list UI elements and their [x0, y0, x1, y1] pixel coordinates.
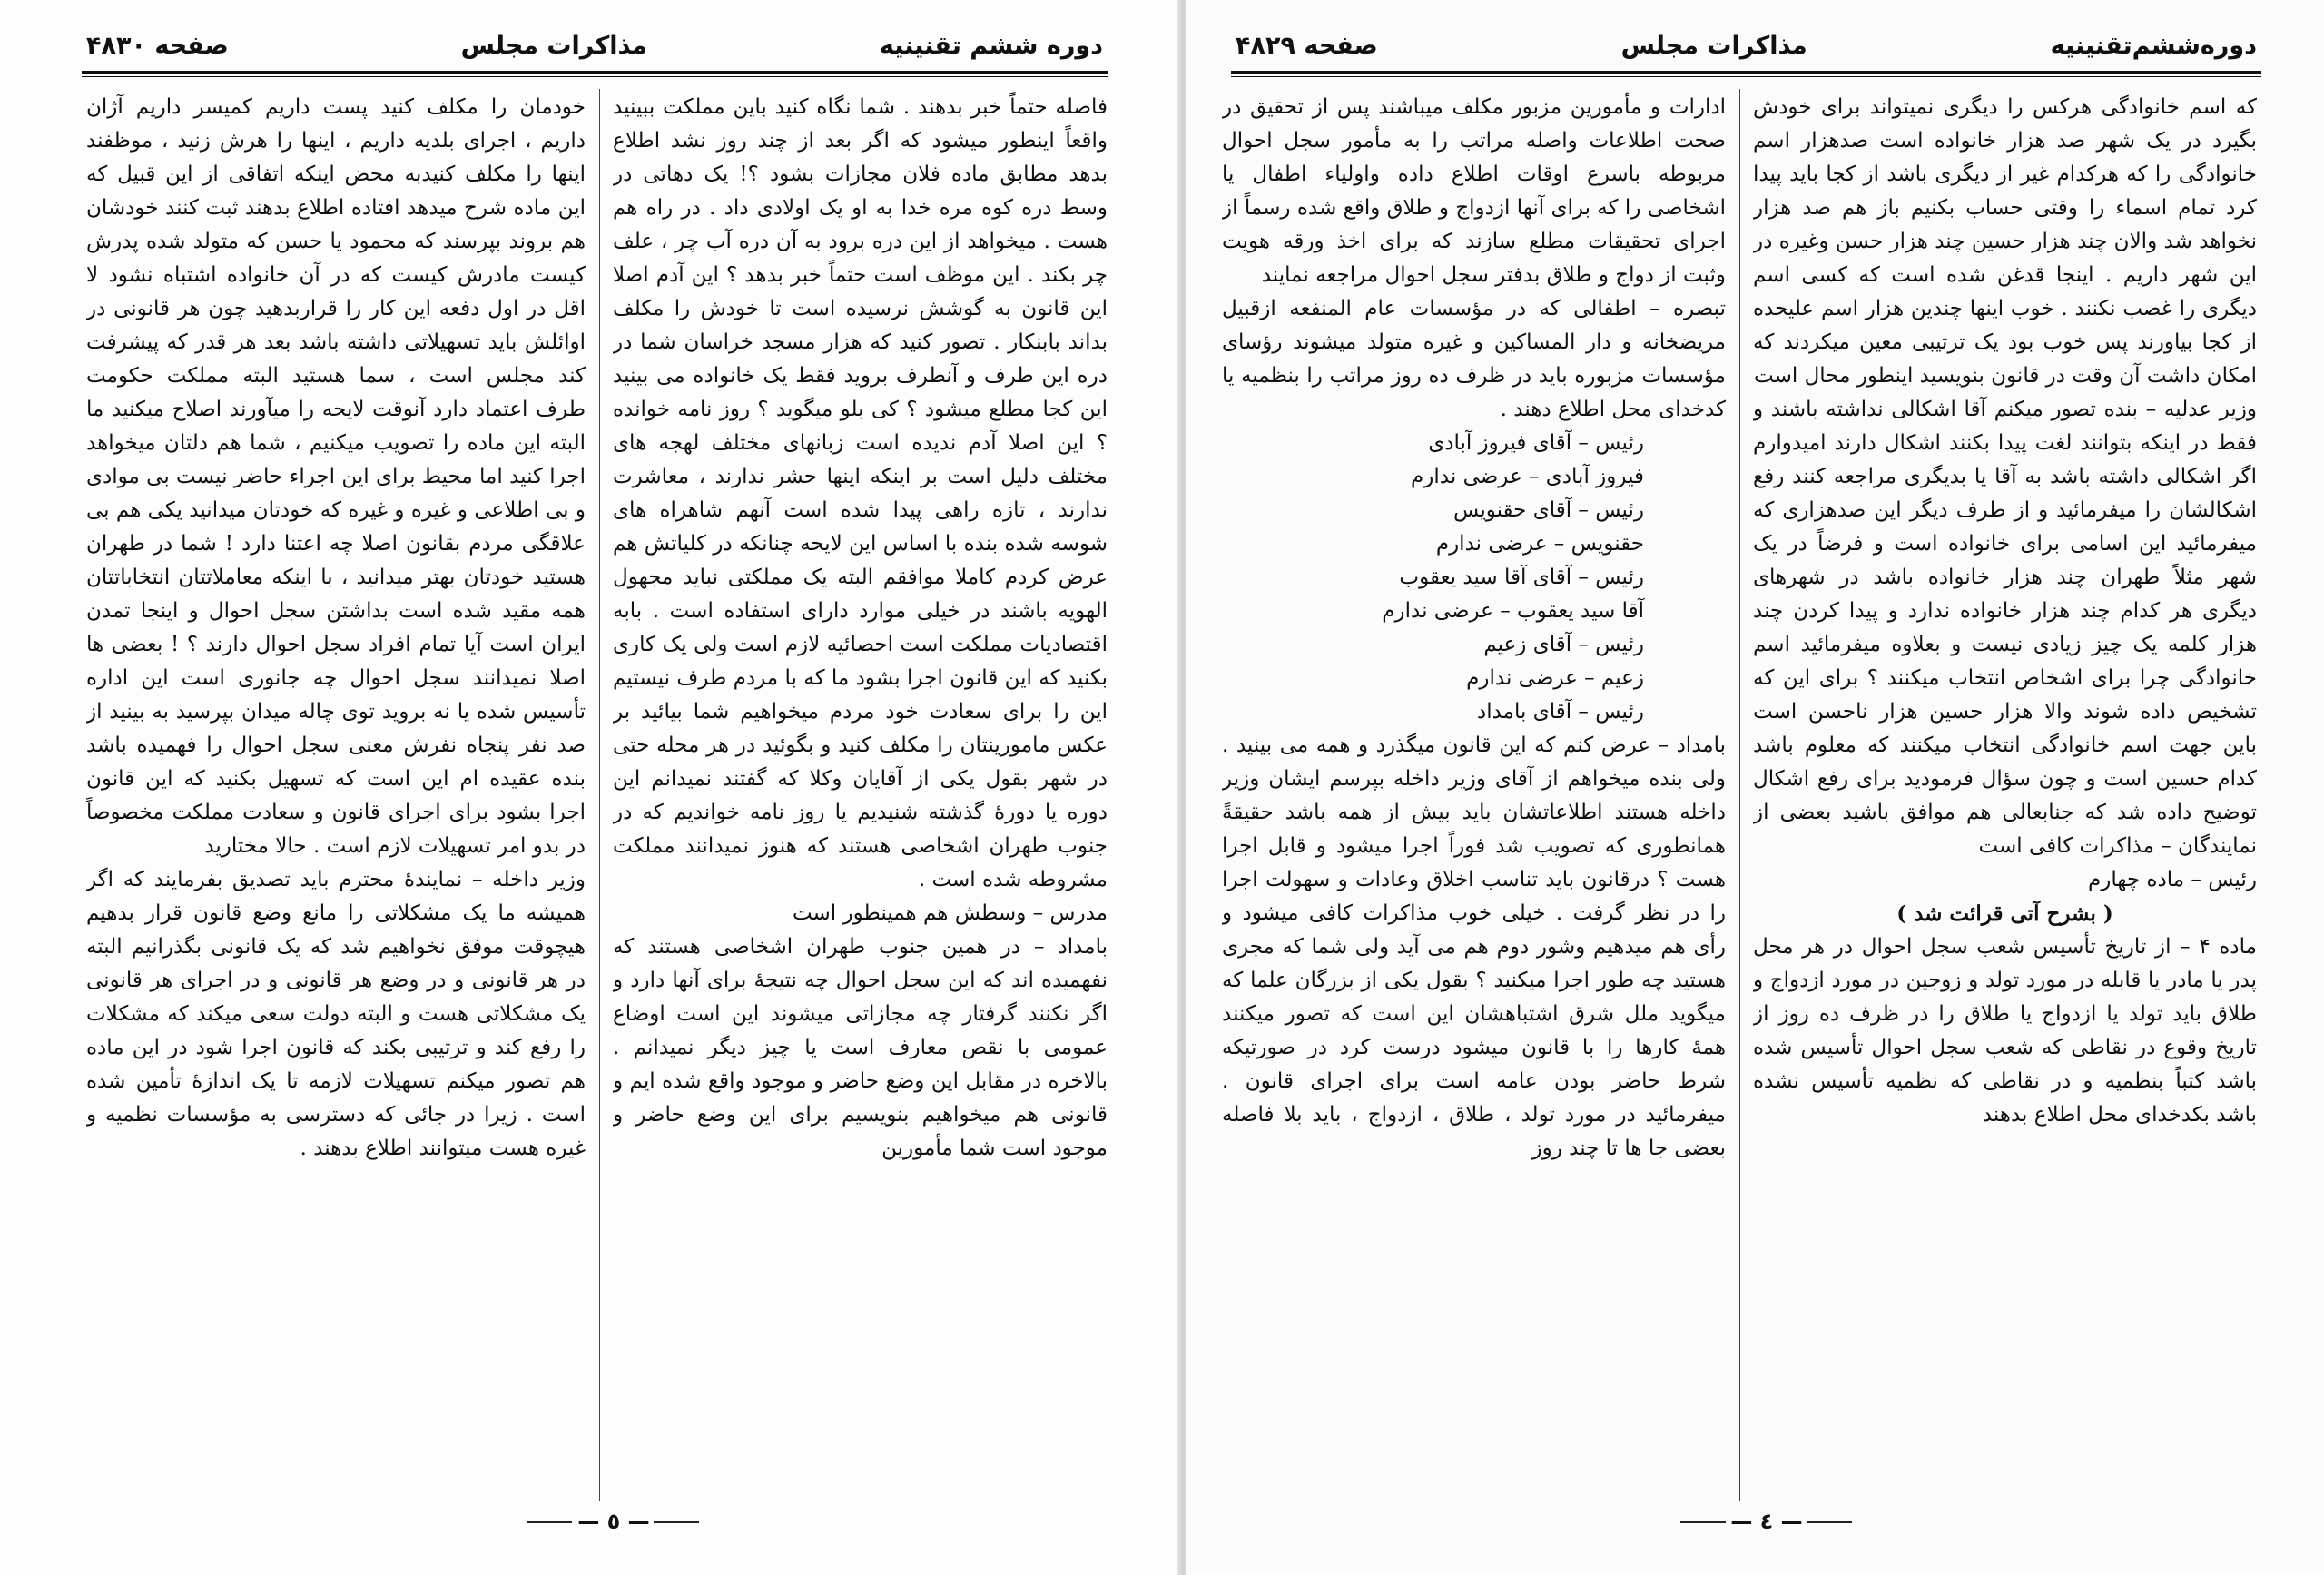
- text-column-left: [1222, 91, 1726, 1507]
- page-title: مذاکرات مجلس: [460, 31, 647, 60]
- paragraph: وزیر داخله – نمایندهٔ محترم باید تصدیق بفرمایند که اگر همیشه ما یک مشکلاتی را مانع وضع قانون قرار بدهیم هیچوقت موفق نخواهیم شد که یک قانونی بگذرانیم البته در هر قانونی و در وضع هر قانونی و در اجرای هر قانونی یک مشکلاتی هست و البته دولت سعی میکند که مشکلات را رفع کند و ترتیبی بکند که قانون اجرا شود در این ماده هم تصور میکنم تسهیلات لازمه تا یک اندازهٔ تأمین شده است . زیرا در جائی که دسترسی به مؤسسات نظمیه و غیره هست میتوانند اطلاع بدهند .: [86, 868, 586, 1160]
- header-rule-thin: [82, 76, 1108, 77]
- speaker-line: حقنویس – عرضی ندارم: [1435, 532, 1644, 556]
- paragraph: مدرس – وسطش هم همینطور است: [792, 901, 1108, 925]
- speaker-line: رئیس – آقای حقنویس: [1453, 498, 1644, 522]
- section-heading: رئیس – ماده چهارم: [2088, 868, 2257, 891]
- column-divider: [1739, 89, 1740, 1501]
- footer-rule-right: [654, 1521, 699, 1523]
- paragraph: فاصله حتماً خبر بدهند . شما نگاه کنید باین مملکت ببینید واقعاً اینطور میشود که اگر بعد از چند روز نشد اطلاع بدهد مطابق ماده فلان مجازات بشود ؟! یک دهاتی در وسط دره کوه مره خدا به او یک اولادی داد . در راه هم هست . میخواهد از این دره برود به آن دره آب چر ، علف چر بکند . این موظف است حتماً خبر بدهد ؟ این آدم اصلا این قانون به گوشش نرسیده است تا خودش را مکلف بداند بابنکار . تصور کنید که هزار مسجد خراسان شما در دره این طرف و آنطرف بروید فقط یک خانواده می بینید این کجا مطلع میشود ؟ کی بلو میگوید ؟ روز نامه خوانده ؟ این اصلا آدم ندیده است زبانهای مختلف لهجه های مختلف دلیل است بر اینکه اینها حشر ندارند ، معاشرت ندارند ، تازه راهی پیدا شده است آنهم شاهراه های شوسه شده بنده با اساس این لایحه چنانکه در کلیاتش هم عرض کردم کاملا موافقم البته یک مملکتی نباید مجهول الهویه باشند در خیلی موارد دارای استفاده است . بابه اقتصادیات مملکت است احصائیه لازم است ولی یک کاری بکنید که این قانون اجرا بشود ما که با مردم طرف نیستیم این را برای سعادت خود مردم میخواهیم شما بیائید بر عکس مامورینتان را مکلف کنید و بگوئید در هر محله حتی در شهر بقول یکی از آقایان وکلا که گفتند نمیدانم این دوره یا دورهٔ گذشته شنیدیم یا روز نامه خواندیم که در جنوب طهران اشخاصی هستند که هنوز نمیدانند مملکت مشروطه شده است .: [613, 95, 1108, 891]
- header-rule: [1231, 71, 2261, 74]
- paragraph: ماده ۴ – از تاریخ تأسیس شعب سجل احوال در هر محل پدر یا مادر یا قابله در مورد تولد و زوجین در مورد ازدواج و طلاق باید تولد یا ازدواج یا طلاق را در ظرف ده روز از تاریخ وقوع در نقاطی که شعب سجل احوال تأسیس شده باشد کتباً بنظمیه و در نقاطی که نظمیه تأسیس نشده باشد بکدخدای محل اطلاع بدهند: [1753, 935, 2257, 1127]
- footer-rule-left: [527, 1521, 572, 1523]
- speaker-line: رئیس – آقای آقا سید یعقوب: [1399, 566, 1644, 589]
- paragraph: بامداد – در همین جنوب طهران اشخاصی هستند که نفهمیده اند که این سجل احوال چه نتیجهٔ برای آنها دارد و اگر نکنند گرفتار چه مجازاتی میشوند این است اوضاع عمومی با نقص معارف است یا چیز دیگر نمیدانم . بالاخره در مقابل این وضع حاضر و موجود واقع شده ایم و قانونی هم میخواهیم بنویسیم برای این وضع حاضر و موجود است شما مأمورین: [613, 935, 1108, 1160]
- header-rule: [82, 71, 1108, 74]
- speaker-line: زعیم – عرضی ندارم: [1466, 666, 1644, 690]
- series-label: دوره ششم تقنینیه: [879, 31, 1103, 60]
- page-right: [1186, 0, 2324, 1575]
- text-column-left: [86, 91, 586, 1507]
- page-number-label: صفحه ۴۸۲۹: [1236, 31, 1378, 60]
- page-number-label: صفحه ۴۸۳۰: [86, 31, 229, 60]
- text-column-right: [613, 91, 1108, 1507]
- text-column-right: [1753, 91, 2257, 1507]
- paragraph: بامداد – عرض کنم که این قانون میگذرد و همه می بینید . ولی بنده میخواهم از آقای وزیر داخله بپرسم ایشان وزیر داخله هستند اطلاعاتشان باید بیش از همه باشد حقیقةً همانطوری که تصویب شد فوراً اجرا میشود و قابل اجرا هست ؟ درقانون باید تناسب اخلاق وعادات و سهولت اجرا را در نظر گرفت . خیلی خوب مذاکرات کافی میشود و رأی هم میدهیم وشور دوم هم می آید ولی شما که مجری هستید چه طور اجرا میکنید ؟ بقول یکی از بزرگان علما که میگوید ملل شرق اشتباهشان این است که تصور میکنند همهٔ کارها را با قانون میشود درست کرد در صورتیکه شرط حاضر بودن عامه است برای اجرای قانون . میفرمائید در مورد تولد ، طلاق ، ازدواج ، باید بلا فاصله بعضی جا ها تا چند روز: [1222, 733, 1726, 1160]
- speaker-line: رئیس – آقای زعیم: [1483, 633, 1644, 656]
- page-title: مذاکرات مجلس: [1620, 31, 1807, 60]
- paragraph: که اسم خانوادگی هرکس را دیگری نمیتواند برای خودش بگیرد در یک شهر صد هزار خانواده است صدهزار اسم خانوادگی را که هرکدام غیر از دیگری باشد از کجا باید پیدا کرد تمام اسماء را وقتی حساب بکنیم باز هم صد هزار نخواهد شد والان چند هزار حسین چند هزار حسن وغیره در این شهر داریم . اینجا قدغن شده است که کسی اسم دیگری را غصب نکنند . خوب اینها چندین هزار اسم علیحده از کجا بیاورند پس خوب بود یک ترتیبی معین میکردند که امکان داشت آن وقت در قانون بنویسید اینطور محال است: [1753, 95, 2257, 388]
- page-header: [1236, 25, 2257, 65]
- series-label: دوره‌ششم‌تقنینیه: [2050, 31, 2257, 60]
- footer-rule-right: [1807, 1521, 1852, 1523]
- paragraph: تبصره – اطفالی که در مؤسسات عام المنفعه ازقبیل مریضخانه و دار المساکین و غیره متولد میشوند رؤسای مؤسسات مزبوره باید در ظرف ده روز مراتب را بنظمیه یا کدخدای محل اطلاع دهند .: [1222, 297, 1726, 421]
- footer-rule-left: [1680, 1521, 1726, 1523]
- header-rule-thin: [1231, 76, 2261, 77]
- speaker-line: رئیس – آقای فیروز آبادی: [1428, 431, 1644, 455]
- page-header: [86, 25, 1103, 65]
- page-footer: — ٤ —: [1730, 1509, 1803, 1534]
- speaker-line: رئیس – آقای بامداد: [1476, 700, 1644, 724]
- speaker-line: فیروز آبادی – عرضی ندارم: [1411, 465, 1644, 488]
- page-footer: — ٥ —: [577, 1509, 650, 1534]
- paragraph: ادارات و مأمورین مزبور مکلف میباشند پس از تحقیق در صحت اطلاعات واصله مراتب را به مأمور سجل احوال مربوطه باسرع اوقات اطلاع داده واولیاء اطفال یا اشخاصی را که برای آنها ازدواج و طلاق واقع شده رسماً از اجرای تحقیقات مطلع سازند که برای اخذ ورقه هویت وثبت از دواج و طلاق بدفتر سجل احوال مراجعه نمایند: [1222, 95, 1726, 287]
- speaker-line: آقا سید یعقوب – عرضی ندارم: [1382, 599, 1644, 623]
- paragraph: خودمان را مکلف کنید پست داریم کمیسر داریم آژان داریم ، اجرای بلدیه داریم ، اینها را هرش زنید ، موظفند اینها را مکلف کنیدبه محض اینکه اتفاقی از این قبیل که این ماده شرح میدهد افتاده اطلاع بدهند ثبت کنند خودشان هم بروند بپرسند که محمود یا حسن که متولد شده پدرش کیست مادرش کیست که در آن خانواده اشتباه نشود لا اقل در اول دفعه این کار را قراربدهید چون هر قانونی در اوائلش باید تسهیلاتی داشته باشد بعد هر قدر که پیشرفت کند مجلس است ، سما هستید البته مملکت حکومت طرف اعتماد دارد آنوقت لایحه را میآورند اصلاح میکنید ما البته این ماده را تصویب میکنیم ، شما هم دلتان میخواهد اجرا کنید اما محیط برای این اجراء حاضر نیست بی موادی و بی اطلاعی و غیره و غیره که خودتان میدانید یکی هم بی علاقگی مردم بقانون اصلا چه اعتنا دارد ! شما در طهران هستید خودتان بهتر میدانید ، با اینکه معاملاتتان انتخاباتتان همه مقید شده است بداشتن سجل احوال و اینجا تمدن ایران است آیا تمام افراد سجل احوال دارند ؟ ! بعضی ها اصلا نمیدانند سجل احوال چه جانوری است این اداره تأسیس شده یا نه بروید توی چاله میدان بپرسید به بینید از صد نفر پنجاه نفرش معنی سجل احوال را فهمیده باشد بنده عقیده ام این است که تسهیل بکنید که این قانون اجرا بشود برای اجرای قانون و سعادت مملکت مخصوصاً در بدو امر تسهیلات لازم است . حالا مختارید: [86, 95, 586, 858]
- paragraph: وزیر عدلیه – بنده تصور میکنم آقا اشکالی نداشته باشند و فقط در اینکه بتوانند لغت پیدا بکنند اشکال دارند امیدوارم اگر اشکالی داشته باشد به آقا یا بدیگری مراجعه کنند رفع اشکالشان را میفرمائید و از طرف دیگر این صدهزاری که میفرمائید این اسامی برای خانواده است و فرضاً در یک شهر مثلاً طهران چند هزار خانواده باشد در شهرهای دیگری هر کدام چند هزار خانواده ندارد و پیدا کردن چند هزار کلمه یک چیز زیادی نیست و بعلاوه میفرمائید اسم خانوادگی چرا برای اشخاص انتخاب میکنند ؟ برای این که تشخیص داده شوند والا هزار حسین هزار ناحسن است باین جهت اسم خانوادگی انتخاب میکنند که معلوم باشد کدام حسین است و چون سؤال فرمودید برای رفع اشکال توضیح داده شد که جنابعالی هم موافق باشید بعضی از نمایندگان – مذاکرات کافی است: [1753, 398, 2257, 858]
- column-divider: [599, 89, 600, 1501]
- reading-note: ( بشرح آتی قرائت شد ): [1896, 901, 2113, 926]
